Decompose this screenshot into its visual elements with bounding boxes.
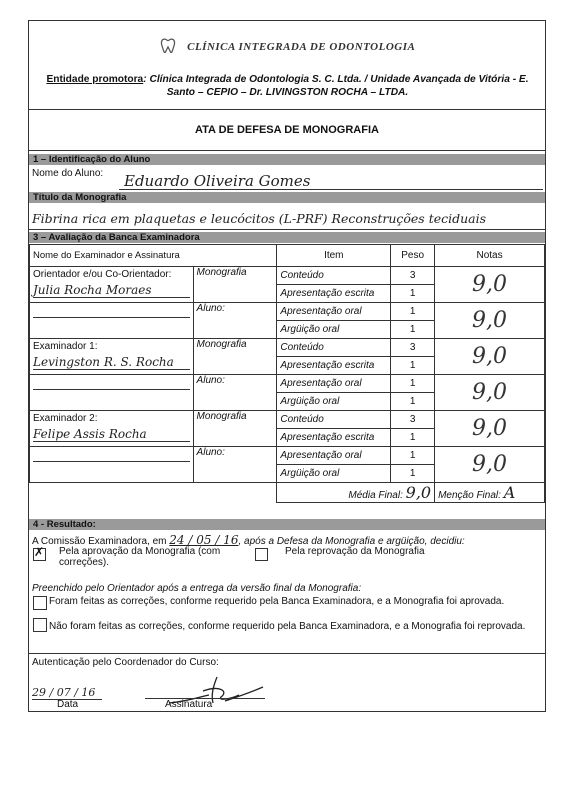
examiner-signature: Levingston R. S. Rocha	[33, 355, 190, 370]
grade-cell: 9,0	[435, 267, 545, 303]
student-name-line	[119, 189, 543, 190]
category-cell: Aluno:	[193, 375, 277, 411]
grade-cell: 9,0	[435, 375, 545, 411]
category-cell: Aluno:	[193, 447, 277, 483]
grade-cell: 9,0	[435, 339, 545, 375]
section3-heading: 3 – Avaliação da Banca Examinadora	[29, 232, 545, 243]
signature-label: Assinatura	[165, 699, 213, 710]
clinic-name: CLÍNICA INTEGRADA DE ODONTOLOGIA	[187, 41, 416, 54]
item-cell: Apresentação escrita	[277, 285, 391, 303]
date-label: Data	[57, 699, 79, 710]
section1-heading: 1 – Identificação do Aluno	[29, 154, 545, 165]
student-name-value: Eduardo Oliveira Gomes	[124, 172, 311, 190]
evaluation-table	[29, 244, 545, 503]
weight-cell: 1	[391, 303, 435, 321]
monograph-title-value: Fibrina rica em plaquetas e leucócitos (L-PRF) Reconstruções teciduais	[32, 211, 487, 226]
entity-text: Clínica Integrada de Odontologia S. C. Ltda. / Unidade Avançada de Vitória - E. Santo – CEPIO – Dr. LIVINGSTON ROCHA – LTDA.	[149, 74, 529, 98]
corrections-done-checkbox[interactable]	[33, 596, 47, 610]
reject-checkbox[interactable]	[255, 548, 268, 561]
form-frame	[28, 20, 546, 712]
item-cell: Apresentação oral	[277, 447, 391, 465]
form-title: ATA DE DEFESA DE MONOGRAFIA	[195, 124, 379, 136]
final-mention-cell	[435, 483, 545, 503]
examiner-blank-cell	[30, 375, 194, 411]
col-header-name: Nome do Examinador e Assinatura	[30, 245, 277, 267]
weight-cell: 3	[391, 411, 435, 429]
item-cell: Conteúdo	[277, 339, 391, 357]
item-cell: Apresentação oral	[277, 375, 391, 393]
corrections-done-label: Foram feitas as correções, conforme requerido pela Banca Examinadora, e a Monografia foi aprovada.	[49, 596, 505, 607]
item-cell: Argüição oral	[277, 393, 391, 411]
reject-label: Pela reprovação da Monografia	[285, 546, 425, 557]
weight-cell: 1	[391, 285, 435, 303]
grade-cell: 9,0	[435, 411, 545, 447]
category-cell: Monografia	[193, 339, 277, 375]
examiner-blank-cell	[30, 303, 194, 339]
examiner-signature: Julia Rocha Moraes	[33, 283, 190, 298]
final-average-label: Média Final:	[348, 490, 403, 501]
entity-label: Entidade promotora	[46, 74, 144, 85]
approve-option[interactable]	[33, 546, 263, 568]
section2-heading: Título da Monografia	[29, 192, 545, 203]
weight-cell: 1	[391, 447, 435, 465]
corrections-not-done-checkbox[interactable]	[33, 618, 47, 632]
examiner-blank-cell	[30, 447, 194, 483]
reject-option[interactable]	[255, 546, 543, 557]
entity-line	[35, 73, 540, 99]
entity-colon: :	[143, 74, 150, 85]
examiner-cell	[30, 339, 194, 375]
col-header-item: Item	[277, 245, 391, 267]
category-cell: Monografia	[193, 411, 277, 447]
col-header-weight: Peso	[391, 245, 435, 267]
col-header-grades: Notas	[435, 245, 545, 267]
result-intro	[32, 533, 544, 547]
filled-note: Preenchido pelo Orientador após a entrega da versão final da Monografia:	[32, 583, 362, 594]
item-cell: Argüição oral	[277, 321, 391, 339]
weight-cell: 1	[391, 357, 435, 375]
section-divider	[29, 653, 545, 654]
examiner-cell	[30, 411, 194, 447]
final-mention-value: A	[503, 483, 516, 502]
result-intro-post: , após a Defesa da Monografia e argüição, decidiu:	[238, 536, 465, 547]
examiner-role: Examinador 2:	[33, 413, 98, 424]
examiner-signature: Felipe Assis Rocha	[33, 427, 190, 442]
tooth-logo-icon	[159, 37, 177, 55]
weight-cell: 1	[391, 465, 435, 483]
section4-heading: 4 - Resultado:	[29, 519, 545, 530]
category-cell: Monografia	[193, 267, 277, 303]
examiner-role: Orientador e/ou Co-Orientador:	[33, 269, 172, 280]
item-cell: Conteúdo	[277, 267, 391, 285]
category-cell: Aluno:	[193, 303, 277, 339]
header-logo-row	[29, 37, 545, 55]
approve-label: Pela aprovação da Monografia (com correções).	[59, 546, 221, 568]
corrections-done-option[interactable]	[33, 596, 543, 607]
monograph-title-line	[29, 229, 545, 230]
weight-cell: 3	[391, 339, 435, 357]
item-cell: Conteúdo	[277, 411, 391, 429]
result-intro-pre: A Comissão Examinadora, em	[32, 536, 167, 547]
grade-cell: 9,0	[435, 447, 545, 483]
approve-checkbox[interactable]	[33, 548, 46, 561]
title-box	[29, 109, 545, 151]
examiner-cell	[30, 267, 194, 303]
student-name-label: Nome do Aluno:	[32, 168, 104, 179]
weight-cell: 1	[391, 393, 435, 411]
corrections-not-done-label: Não foram feitas as correções, conforme requerido pela Banca Examinadora, e a Monografia foi reprovada.	[49, 621, 526, 632]
weight-cell: 1	[391, 429, 435, 447]
item-cell: Apresentação escrita	[277, 429, 391, 447]
examiner-role: Examinador 1:	[33, 341, 98, 352]
final-average-value: 9,0	[405, 483, 432, 502]
auth-label: Autenticação pelo Coordenador do Curso:	[32, 657, 219, 668]
final-mention-label: Menção Final:	[438, 490, 501, 501]
auth-date: 29 / 07 / 16	[32, 686, 102, 700]
corrections-not-done-option[interactable]	[33, 618, 539, 636]
weight-cell: 1	[391, 321, 435, 339]
grade-cell: 9,0	[435, 303, 545, 339]
item-cell: Apresentação escrita	[277, 357, 391, 375]
result-date: 24 / 05 / 16	[169, 533, 239, 547]
final-average-cell	[277, 483, 435, 503]
item-cell: Argüição oral	[277, 465, 391, 483]
item-cell: Apresentação oral	[277, 303, 391, 321]
weight-cell: 3	[391, 267, 435, 285]
weight-cell: 1	[391, 375, 435, 393]
